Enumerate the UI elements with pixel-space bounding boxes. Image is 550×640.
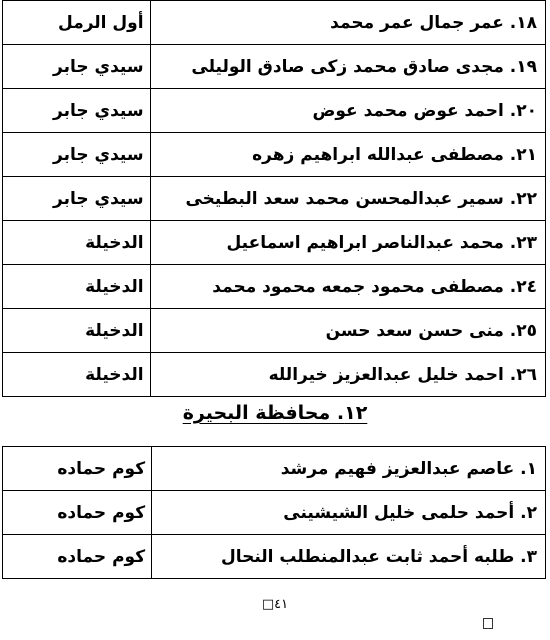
names-table-beheira — [2, 446, 546, 579]
section-heading — [0, 402, 550, 424]
person-location: كوم حماده — [3, 535, 152, 579]
person-name: ٢١. مصطفى عبدالله ابراهيم زهره — [150, 133, 545, 177]
person-name: ٢٥. منى حسن سعد حسن — [150, 309, 545, 353]
page-number-box-icon: □ — [261, 597, 275, 612]
table-row — [3, 133, 546, 177]
section-heading-text: ١٢. محافظة البحيرة — [182, 402, 368, 424]
person-location: أول الرمل — [3, 1, 151, 45]
person-name: ٢. أحمد حلمى خليل الشيشينى — [152, 491, 546, 535]
person-location: الدخيلة — [3, 221, 151, 265]
person-name: ١٨. عمر جمال عمر محمد — [150, 1, 545, 45]
person-location: كوم حماده — [3, 491, 152, 535]
person-name: ٢٦. احمد خليل عبدالعزيز خيرالله — [150, 353, 545, 397]
person-name: ١٩. مجدى صادق محمد زكى صادق الوليلى — [150, 45, 545, 89]
table-row — [3, 45, 546, 89]
table-row — [3, 1, 546, 45]
page-number — [0, 597, 550, 612]
table-row — [3, 535, 546, 579]
page-number-text: ٤١ — [274, 597, 289, 612]
table-row — [3, 89, 546, 133]
person-name: ١. عاصم عبدالعزيز فهيم مرشد — [152, 447, 546, 491]
person-name: ٢٢. سمير عبدالمحسن محمد سعد البطيخى — [150, 177, 545, 221]
person-name: ٣. طلبه أحمد ثابت عبدالمنطلب النحال — [152, 535, 546, 579]
person-location: كوم حماده — [3, 447, 152, 491]
person-location: سيدي جابر — [3, 133, 151, 177]
table-row — [3, 177, 546, 221]
person-location: الدخيلة — [3, 353, 151, 397]
names-table-alexandria — [2, 0, 546, 397]
person-location: سيدي جابر — [3, 177, 151, 221]
corner-box-icon — [483, 618, 493, 629]
person-name: ٢٤. مصطفى محمود جمعه محمود محمد — [150, 265, 545, 309]
table-row — [3, 491, 546, 535]
person-name: ٢٠. احمد عوض محمد عوض — [150, 89, 545, 133]
table-row — [3, 309, 546, 353]
person-location: سيدي جابر — [3, 89, 151, 133]
person-location: الدخيلة — [3, 309, 151, 353]
table-row — [3, 265, 546, 309]
person-location: الدخيلة — [3, 265, 151, 309]
person-location: سيدي جابر — [3, 45, 151, 89]
table-row — [3, 221, 546, 265]
table-row — [3, 353, 546, 397]
table-row — [3, 447, 546, 491]
person-name: ٢٣. محمد عبدالناصر ابراهيم اسماعيل — [150, 221, 545, 265]
